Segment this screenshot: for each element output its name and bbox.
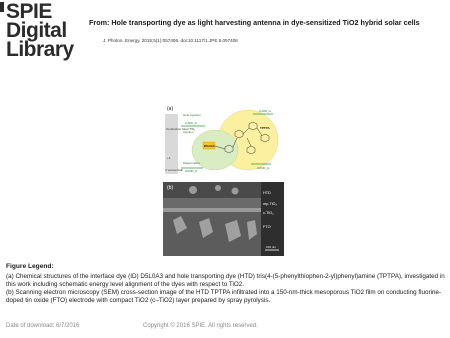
logo-line-3: Library xyxy=(6,38,74,61)
logo-line-1: SPIE xyxy=(6,0,52,23)
axis-label: V versus NHE xyxy=(165,168,183,172)
energy-axis xyxy=(165,114,178,174)
figure-svg xyxy=(163,102,284,256)
sem-htd-layer xyxy=(163,182,261,198)
sem-c-tio2-layer xyxy=(163,208,261,212)
scale-bar-label: 100 nm xyxy=(266,245,277,249)
sem-htd-label: HTD xyxy=(263,191,271,195)
panel-b xyxy=(163,182,284,256)
panel-a xyxy=(165,106,278,174)
legend-text-a: (a) Chemical structures of the interface dye (ID) D5L0A3 and hole transporting dye (HTD) tris(4-(5-phenylthiophen-2-yl)phenyl)amine (TPTPA), investigated in this work including schematic energy level alignment of the dyes with respect to TiO2. xyxy=(6,273,445,289)
figure xyxy=(163,102,284,256)
homo-d-label: HOMO_D xyxy=(185,169,198,173)
logo-line-2: Digital xyxy=(6,19,67,42)
copyright: Copyright © 2016 SPIE. All rights reserved. xyxy=(143,323,258,329)
legend-text-b: (b) Scanning electron microscopy (SEM) cross-section image of the HTD TPTPA infiltrated into a 150-nm-thick mesoporous TiO2 film on conducting fluorine-doped tin oxide (FTO) electrode with compact TiO2 (c–TiO2) layer prepared by spray pyrolysis. xyxy=(6,289,442,305)
sem-mp-tio2-layer xyxy=(163,198,261,208)
legend-body xyxy=(6,273,446,305)
article-citation: J. Photon. Energy. 2015;5(1):057406. doi:10.1117/1.JPE.5.057406 xyxy=(103,38,238,43)
hole-injection-label: Hole injection xyxy=(183,113,202,117)
tptpa-label: TPTPA xyxy=(260,126,270,130)
panel-b-label: (b) xyxy=(167,185,174,191)
legend-heading: Figure Legend: xyxy=(6,263,54,270)
injection-label: Injection xyxy=(183,130,194,134)
sem-mp-tio2-label: mp-TiO₂ xyxy=(263,202,277,206)
regeneration-label: Regeneration xyxy=(183,161,200,165)
homo-h-label: HOMO_H xyxy=(257,166,270,170)
conduction-band-label: Conduction band TiO₂ xyxy=(166,127,196,131)
spie-logo xyxy=(6,2,74,59)
logo-bar xyxy=(0,2,4,12)
sem-fto-label: FTO xyxy=(263,225,271,229)
axis-tick-label: +1 xyxy=(167,156,171,160)
lumo-h-label: LUMO_H xyxy=(259,109,271,113)
download-date: Date of download: 6/7/2016 xyxy=(6,323,80,329)
sem-c-tio2-label: c-TiO₂ xyxy=(263,211,274,215)
dye-label: D5L0A3 xyxy=(204,144,215,148)
panel-a-label: (a) xyxy=(167,106,174,112)
article-title: From: Hole transporting dye as light harvesting antenna in dye-sensitized TiO2 hybrid solar cells xyxy=(89,18,420,27)
lumo-d-label: LUMO_D xyxy=(185,121,197,125)
